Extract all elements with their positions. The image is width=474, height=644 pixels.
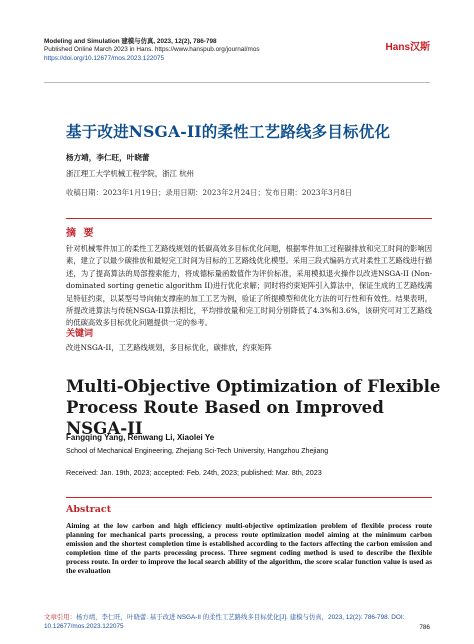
citation: [44, 614, 434, 631]
doi-link[interactable]: https://doi.org/10.12677/mos.2023.122075: [44, 54, 165, 62]
journal-line: Modeling and Simulation 建模与仿真, 2023, 12(2), 786-798: [44, 38, 217, 45]
abstract-top-rule: [66, 218, 432, 219]
english-title: Multi-Objective Optimization of Flexible Process Route Based on Improved NSGA-II: [66, 376, 441, 438]
citation-label: 文章引用：: [44, 614, 76, 621]
header-divider: [44, 82, 430, 83]
chinese-title: 基于改进NSGA-II的柔性工艺路线多目标优化: [66, 122, 391, 141]
english-dates: Received: Jan. 19th, 2023; accepted: Feb. 24th, 2023; published: Mar. 8th, 2023: [66, 468, 322, 477]
chinese-abstract: 针对机械零件加工的柔性工艺路线规划的低碳高效多目标优化问题，根据零件加工过程碳排放和完工时间的影响因素，建立了以最少碳排放和最短完工时间为目标的工艺路线优化模型。采用三段式编码方式对柔性工艺路线进行描述，为了提高算法的局部搜索能力，将成德标量函数值作为评价标准，采用模拟退火操作以改进NSGA-II (Non-dominated sorting genetic algorithm II)进行优化求解；同时将约束矩阵引入算法中，保证生成的工艺路线满足特征约束，以某型号导向轴支撑座的加工工艺为例，验证了所提模型和优化方法的可行性和有效性。结果表明，所提改进算法与传统NSGA-II算法相比，平均排放量和完工时间分别降低了4.3%和3.6%，该研究可对工艺路线的低碳高效多目标优化问题提供一定的参考。: [66, 244, 432, 328]
english-authors: Fangqing Yang, Renwang Li, Xiaolei Ye: [66, 433, 215, 442]
english-abstract-rule: [66, 497, 432, 498]
chinese-authors: 杨方靖，李仁旺，叶晓蕾: [66, 153, 150, 162]
citation-text: 杨方靖，李仁旺，叶晓蕾. 基于改进 NSGA-II 的柔性工艺路线多目标优化[J]. 建模与仿真，2023, 12(2): 786-798. DOI: 10.12677/mos.2023.122075: [44, 614, 405, 630]
journal-header: [44, 38, 444, 63]
published-line: Published Online March 2023 in Hans. https://www.hanspub.org/journal/mos: [44, 46, 260, 54]
chinese-abstract-heading: 摘 要: [66, 228, 96, 239]
hans-logo: Hans汉斯: [385, 42, 430, 53]
english-abstract: Aiming at the low carbon and high efficiency multi-objective optimization problem of flexible process route planning for mechanical parts processing, a process route optimization model aiming at the minimum carbon emission and the shortest completion time is established according to the factors affecting the carbon emission and completion time of the parts processing process. Three segment coding method is used to describe the flexible process route. In order to improve the local search ability of the algorithm, the score scalar function value is used as the evaluation: [66, 521, 432, 576]
page-number: 786: [419, 624, 430, 631]
chinese-keywords: 改进NSGA-II，工艺路线规划，多目标优化，碳排放，约束矩阵: [66, 343, 272, 352]
english-affiliation: School of Mechanical Engineering, Zhejiang Sci-Tech University, Hangzhou Zhejiang: [66, 448, 329, 455]
chinese-dates: 收稿日期：2023年1月19日；录用日期：2023年2月24日；发布日期：2023年3月8日: [66, 188, 353, 197]
keywords-heading: 关键词: [66, 329, 94, 339]
chinese-affiliation: 浙江理工大学机械工程学院，浙江 杭州: [66, 169, 194, 178]
english-abstract-heading: Abstract: [66, 504, 112, 515]
